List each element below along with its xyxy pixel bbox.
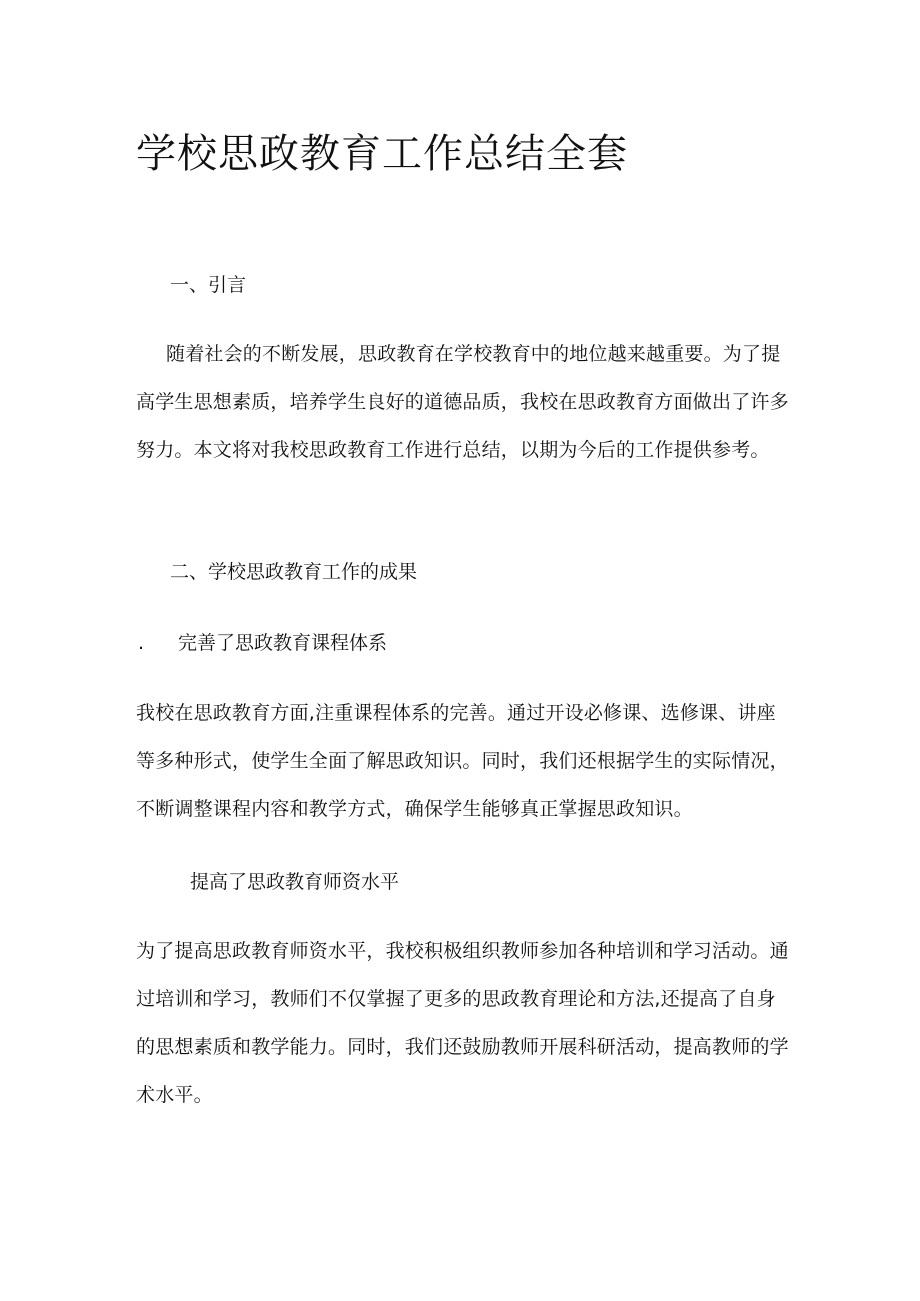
subsection-heading-teachers: 提高了思政教育师资水平 bbox=[190, 871, 400, 893]
document-title: 学校思政教育工作总结全套 bbox=[136, 131, 628, 177]
subsection-heading-curriculum: 完善了思政教育课程体系 bbox=[178, 632, 388, 654]
list-marker: . bbox=[138, 632, 145, 654]
section-heading-introduction: 一、引言 bbox=[170, 274, 247, 296]
teachers-paragraph: 为了提高思政教育师资水平，我校积极组织教师参加各种培训和学习活动。通过培训和学习，教师们不仅掌握了更多的思政教育理论和方法,还提高了自身的思想素质和教学能力。同时，我们还鼓励教师开展科研活动，提高教师的学术水平。 bbox=[136, 940, 789, 1106]
curriculum-paragraph: 我校在思政教育方面,注重课程体系的完善。通过开设必修课、选修课、讲座等多种形式，使学生全面了解思政知识。同时，我们还根据学生的实际情况，不断调整课程内容和教学方式，确保学生能够真正掌握思政知识。 bbox=[136, 702, 789, 820]
introduction-paragraph: 随着社会的不断发展，思政教育在学校教育中的地位越来越重要。为了提高学生思想素质，培养学生良好的道德品质，我校在思政教育方面做出了许多努力。本文将对我校思政教育工作进行总结，以期为今后的工作提供参考。 bbox=[136, 343, 789, 461]
section-heading-achievements: 二、学校思政教育工作的成果 bbox=[170, 561, 418, 583]
